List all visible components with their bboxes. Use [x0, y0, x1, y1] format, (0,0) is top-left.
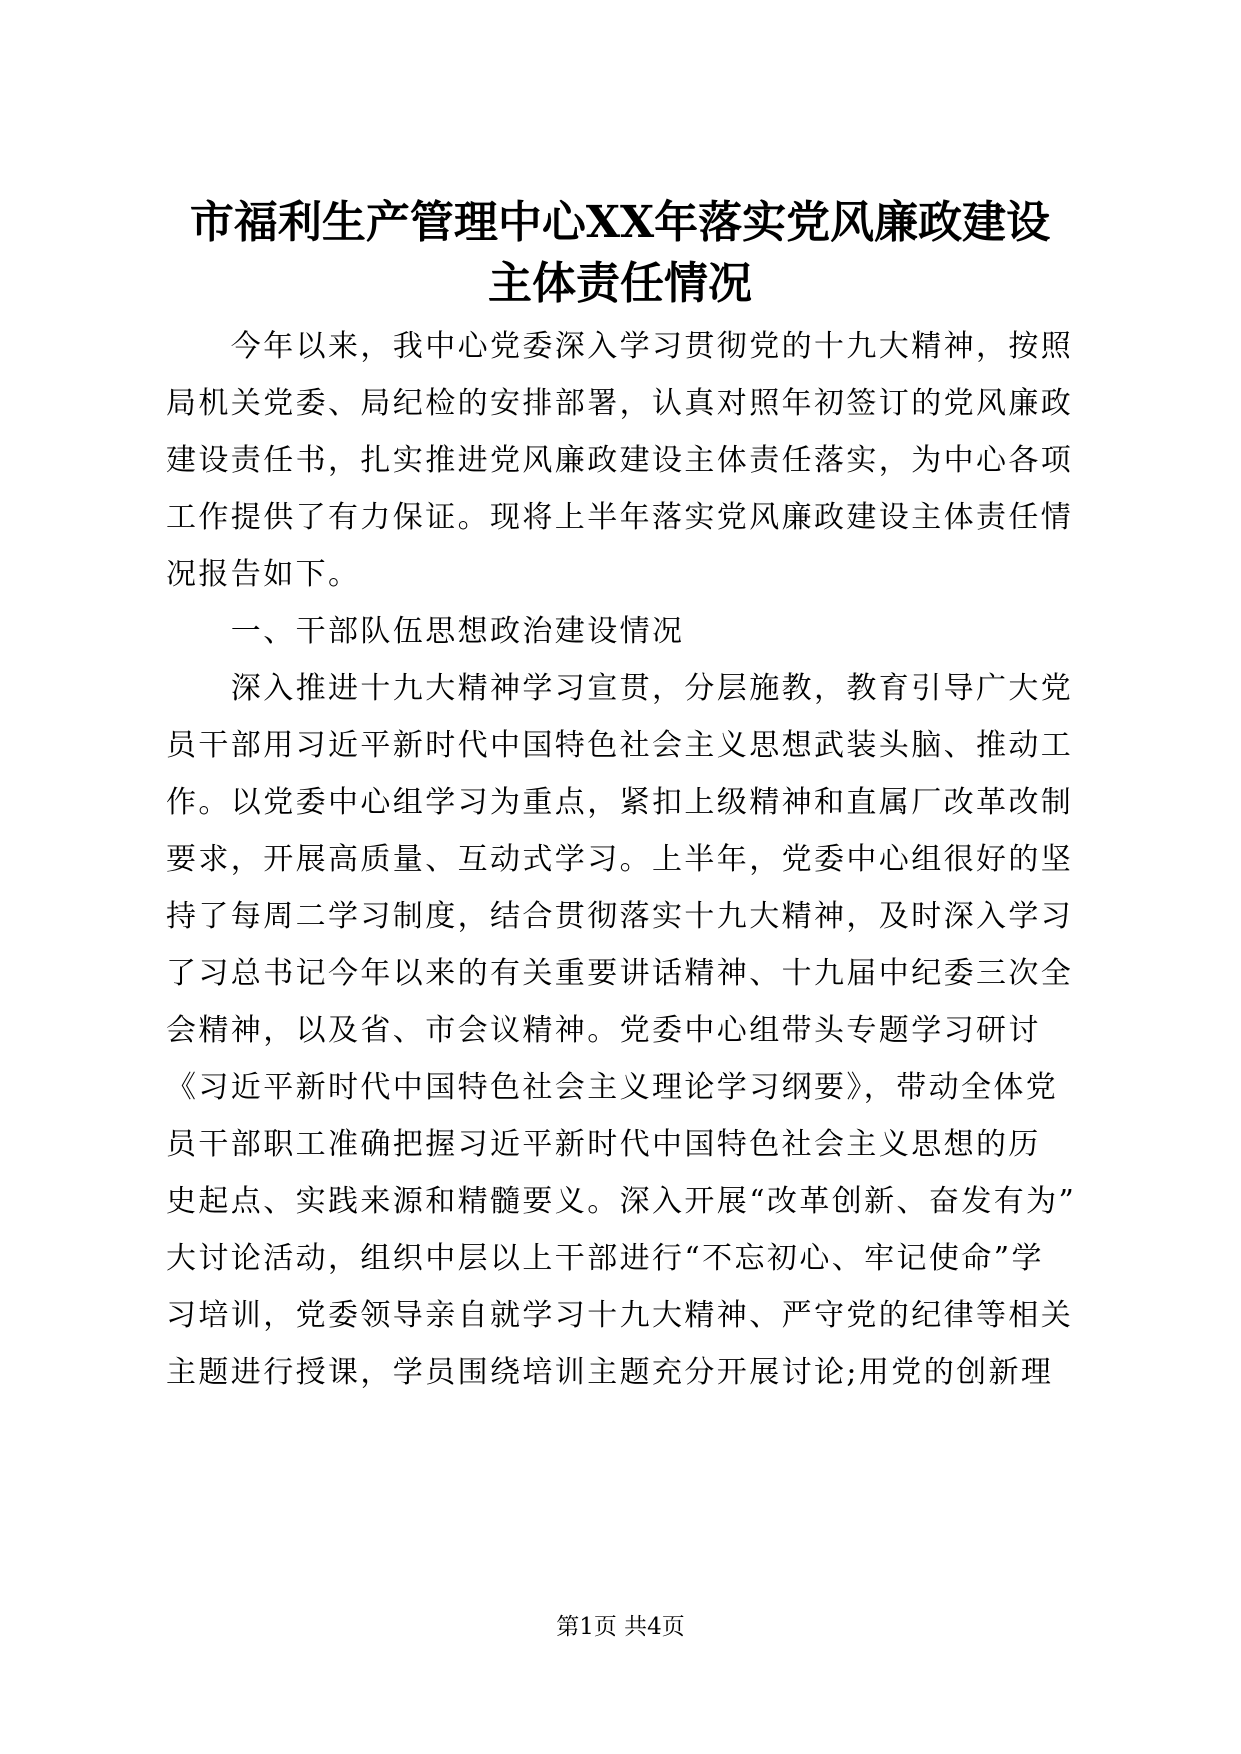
paragraph-2-line-1: 深入推进十九大精神学习宣贯，分层施教，教育引导广大党: [166, 671, 1074, 706]
paragraph-1-line-3: 建设责任书，扎实推进党风廉政建设主体责任落实，为中心各项: [166, 443, 1074, 478]
document-title-line-2: 主体责任情况: [488, 258, 752, 309]
paragraph-1-line-5: 况报告如下。: [166, 557, 361, 592]
paragraph-2-line-12: 习培训，党委领导亲自就学习十九大精神、严守党的纪律等相关: [166, 1298, 1074, 1333]
paragraph-2-line-3: 作。以党委中心组学习为重点，紧扣上级精神和直属厂改革改制: [166, 785, 1074, 820]
paragraph-1-line-2: 局机关党委、局纪检的安排部署，认真对照年初签订的党风廉政: [166, 386, 1074, 421]
paragraph-1-line-4: 工作提供了有力保证。现将上半年落实党风廉政建设主体责任情: [166, 500, 1074, 535]
paragraph-2-line-5: 持了每周二学习制度，结合贯彻落实十九大精神，及时深入学习: [166, 899, 1074, 934]
paragraph-2-line-8: 《习近平新时代中国特色社会主义理论学习纲要》，带动全体党: [166, 1070, 1059, 1105]
paragraph-2-line-7: 会精神，以及省、市会议精神。党委中心组带头专题学习研讨: [166, 1013, 1041, 1048]
page-number-footer: 第1页 共4页: [556, 1614, 685, 1640]
paragraph-2-line-9: 员干部职工准确把握习近平新时代中国特色社会主义思想的历: [166, 1127, 1041, 1162]
paragraph-2-line-2: 员干部用习近平新时代中国特色社会主义思想武装头脑、推动工: [166, 728, 1074, 763]
paragraph-2-line-10: 史起点、实践来源和精髓要义。深入开展“改革创新、奋发有为”: [166, 1184, 1077, 1219]
paragraph-2-line-4: 要求，开展高质量、互动式学习。上半年，党委中心组很好的坚: [166, 842, 1074, 877]
paragraph-2-line-13: 主题进行授课，学员围绕培训主题充分开展讨论;用党的创新理: [166, 1355, 1054, 1390]
paragraph-2-line-6: 了习总书记今年以来的有关重要讲话精神、十九届中纪委三次全: [166, 956, 1074, 991]
paragraph-2-line-11: 大讨论活动，组织中层以上干部进行“不忘初心、牢记使命”学: [166, 1241, 1044, 1276]
document-body: [166, 318, 1078, 1401]
section-heading-1: 一、干部队伍思想政治建设情况: [166, 614, 685, 649]
paragraph-1-line-1: 今年以来，我中心党委深入学习贯彻党的十九大精神，按照: [166, 329, 1074, 364]
document-title-line-1: 市福利生产管理中心XX年落实党风廉政建设: [189, 197, 1051, 248]
